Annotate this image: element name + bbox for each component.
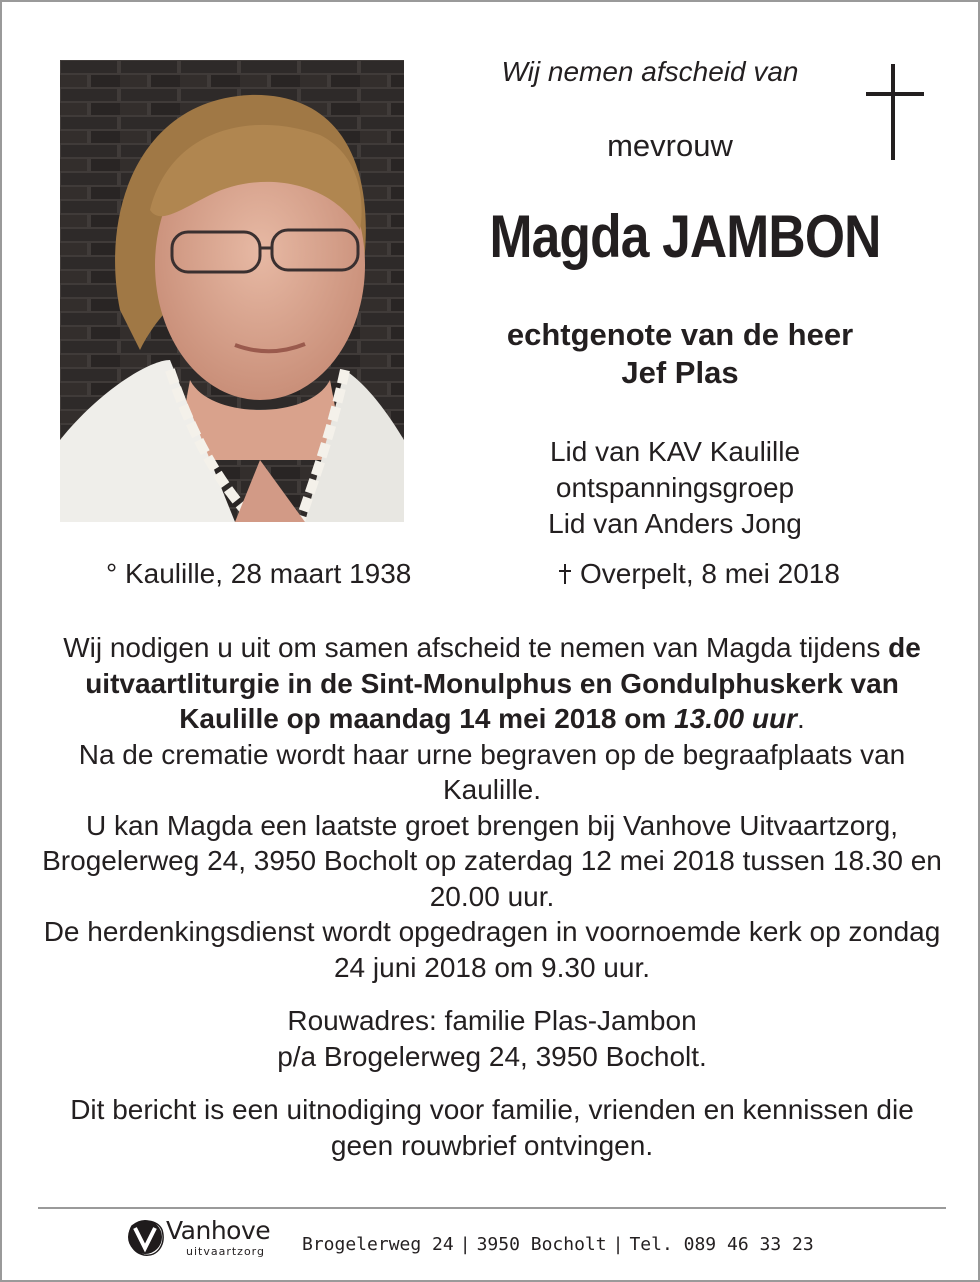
logo-subtitle: uitvaartzorg — [186, 1245, 265, 1258]
memberships — [420, 434, 930, 542]
funeral-end: . — [797, 703, 805, 734]
membership-line: Lid van KAV Kaulille — [549, 436, 801, 467]
death-date-block — [558, 558, 840, 590]
spouse-block — [420, 316, 940, 392]
separator: | — [612, 1234, 624, 1255]
vanhove-v-logo-icon — [124, 1216, 168, 1258]
spouse-line-1: echtgenote van de heer — [506, 317, 854, 352]
vanhove-logo — [124, 1216, 294, 1258]
footer — [124, 1214, 844, 1260]
spouse-line-2: Jef Plas — [621, 355, 739, 390]
invitation-text — [42, 630, 942, 1163]
portrait-photo — [60, 60, 404, 522]
footer-city: 3950 Bocholt — [476, 1234, 607, 1255]
address-line-2: p/a Brogelerweg 24, 3950 Bocholt. — [277, 1040, 707, 1072]
death-cross-icon — [558, 564, 572, 584]
deceased-name: Magda JAMBON — [489, 203, 881, 270]
funeral-paragraph — [42, 630, 942, 737]
cremation-paragraph: Na de crematie wordt haar urne begraven op de begraafplaats van Kaulille. — [78, 738, 906, 805]
birth-date: ° Kaulille, 28 maart 1938 — [106, 558, 412, 589]
logo-name: Vanhove — [166, 1216, 271, 1245]
death-date: Overpelt, 8 mei 2018 — [580, 558, 840, 589]
address-line-1: Rouwadres: familie Plas-Jambon — [287, 1005, 697, 1036]
membership-line: Lid van Anders Jong — [548, 508, 802, 539]
honorific-title: mevrouw — [607, 128, 733, 163]
separator: | — [459, 1234, 471, 1255]
footer-phone: Tel. 089 46 33 23 — [629, 1234, 814, 1255]
membership-line: ontspanningsgroep — [555, 472, 795, 503]
visitation-paragraph: U kan Magda een laatste groet brengen bij Vanhove Uitvaartzorg, Brogelerweg 24, 3950 Bocholt op zaterdag 12 mei 2018 tussen 18.30 en 20.00 uur. — [42, 809, 942, 912]
footer-address: Brogelerweg 24 — [302, 1234, 454, 1255]
closing-paragraph: Dit bericht is een uitnodiging voor familie, vrienden en kennissen die geen rouwbrief ontvingen. — [70, 1094, 914, 1161]
intro-line: Wij nemen afscheid van — [501, 56, 799, 87]
funeral-time: 13.00 uur — [674, 703, 798, 734]
funeral-details: de uitvaartliturgie in de Sint-Monulphus en Gondulphuskerk van Kaulille op maandag 14 mei 2018 om — [85, 632, 921, 734]
latin-cross-icon — [866, 64, 924, 160]
footer-divider — [38, 1207, 946, 1209]
contact-line — [302, 1234, 814, 1255]
memorial-paragraph: De herdenkingsdienst wordt opgedragen in voornoemde kerk op zondag 24 juni 2018 om 9.30 uur. — [43, 916, 941, 983]
funeral-intro: Wij nodigen u uit om samen afscheid te nemen van Magda tijdens — [63, 632, 889, 663]
